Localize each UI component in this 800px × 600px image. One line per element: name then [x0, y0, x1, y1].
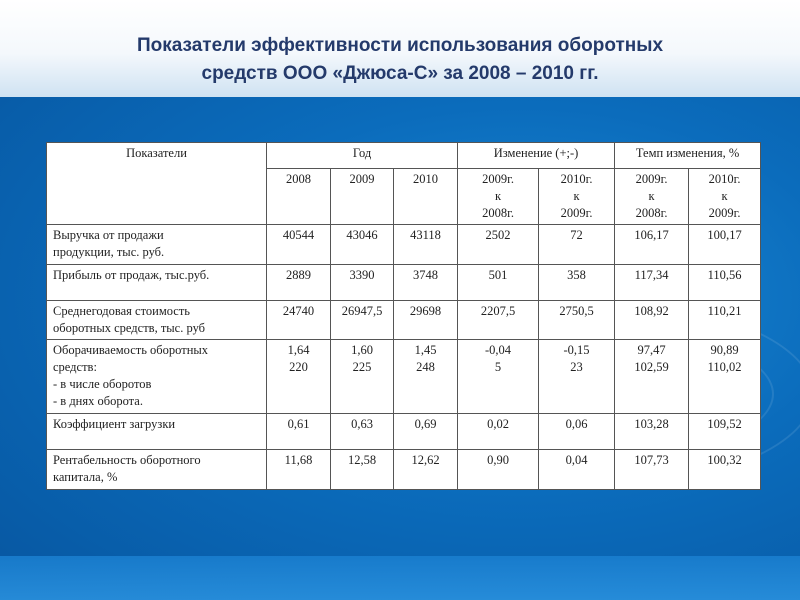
- table-row: [47, 265, 761, 301]
- slide-title: [40, 32, 760, 88]
- cell-change-2009: 0,02: [458, 414, 539, 450]
- cell-2010: 1,45 248: [394, 340, 458, 414]
- cell-change-2010: -0,15 23: [539, 340, 615, 414]
- cell-2008: 2889: [267, 265, 331, 301]
- header-indicators: Показатели: [47, 143, 267, 225]
- cell-change-2010: 2750,5: [539, 301, 615, 340]
- cell-rate-2010: 90,89 110,02: [689, 340, 761, 414]
- cell-2008: 24740: [267, 301, 331, 340]
- header-rate: Темп изменения, %: [615, 143, 761, 169]
- cell-change-2010: 0,06: [539, 414, 615, 450]
- row-label: Оборачиваемость оборотных средств: - в числе оборотов - в днях оборота.: [47, 340, 267, 414]
- slide-header: [0, 0, 800, 97]
- cell-change-2010: 0,04: [539, 450, 615, 490]
- table-row: [47, 414, 761, 450]
- row-label: Среднегодовая стоимость оборотных средств, тыс. руб: [47, 301, 267, 340]
- cell-change-2009: -0,04 5: [458, 340, 539, 414]
- header-change-2010: 2010г. к 2009г.: [539, 169, 615, 225]
- cell-rate-2010: 109,52: [689, 414, 761, 450]
- header-year: Год: [267, 143, 458, 169]
- header-2008: 2008: [267, 169, 331, 225]
- cell-rate-2010: 110,21: [689, 301, 761, 340]
- cell-2009: 1,60 225: [331, 340, 394, 414]
- cell-2009: 43046: [331, 225, 394, 265]
- slide-title-line-1: Показатели эффективности использования оборотных: [136, 35, 664, 56]
- cell-2008: 40544: [267, 225, 331, 265]
- cell-2010: 12,62: [394, 450, 458, 490]
- table-row: [47, 340, 761, 414]
- cell-2009: 12,58: [331, 450, 394, 490]
- cell-rate-2009: 103,28: [615, 414, 689, 450]
- cell-rate-2010: 110,56: [689, 265, 761, 301]
- slide-bottom-band: [0, 556, 800, 600]
- cell-change-2009: 2502: [458, 225, 539, 265]
- row-label: Коэффициент загрузки: [47, 414, 267, 450]
- cell-rate-2010: 100,32: [689, 450, 761, 490]
- cell-rate-2009: 108,92: [615, 301, 689, 340]
- cell-rate-2009: 107,73: [615, 450, 689, 490]
- cell-2008: 0,61: [267, 414, 331, 450]
- header-change-2009: 2009г. к 2008г.: [458, 169, 539, 225]
- cell-rate-2009: 117,34: [615, 265, 689, 301]
- table-row: [47, 225, 761, 265]
- cell-change-2009: 2207,5: [458, 301, 539, 340]
- table-header-row: [47, 143, 761, 169]
- cell-2010: 0,69: [394, 414, 458, 450]
- slide-title-line-2: средств ООО «Джюса-С» за 2008 – 2010 гг.: [201, 63, 599, 84]
- cell-rate-2009: 106,17: [615, 225, 689, 265]
- table-row: [47, 450, 761, 490]
- cell-2009: 26947,5: [331, 301, 394, 340]
- cell-2009: 0,63: [331, 414, 394, 450]
- cell-2008: 1,64 220: [267, 340, 331, 414]
- cell-change-2009: 0,90: [458, 450, 539, 490]
- header-change: Изменение (+;-): [458, 143, 615, 169]
- header-2010: 2010: [394, 169, 458, 225]
- cell-change-2009: 501: [458, 265, 539, 301]
- cell-change-2010: 358: [539, 265, 615, 301]
- row-label: Выручка от продажи продукции, тыс. руб.: [47, 225, 267, 265]
- header-rate-2010: 2010г. к 2009г.: [689, 169, 761, 225]
- efficiency-table: [46, 142, 761, 490]
- cell-2010: 43118: [394, 225, 458, 265]
- row-label: Прибыль от продаж, тыс.руб.: [47, 265, 267, 301]
- cell-change-2010: 72: [539, 225, 615, 265]
- cell-2010: 3748: [394, 265, 458, 301]
- header-2009: 2009: [331, 169, 394, 225]
- cell-2010: 29698: [394, 301, 458, 340]
- cell-2008: 11,68: [267, 450, 331, 490]
- cell-rate-2010: 100,17: [689, 225, 761, 265]
- row-label: Рентабельность оборотного капитала, %: [47, 450, 267, 490]
- table-row: [47, 301, 761, 340]
- cell-rate-2009: 97,47 102,59: [615, 340, 689, 414]
- cell-2009: 3390: [331, 265, 394, 301]
- header-rate-2009: 2009г. к 2008г.: [615, 169, 689, 225]
